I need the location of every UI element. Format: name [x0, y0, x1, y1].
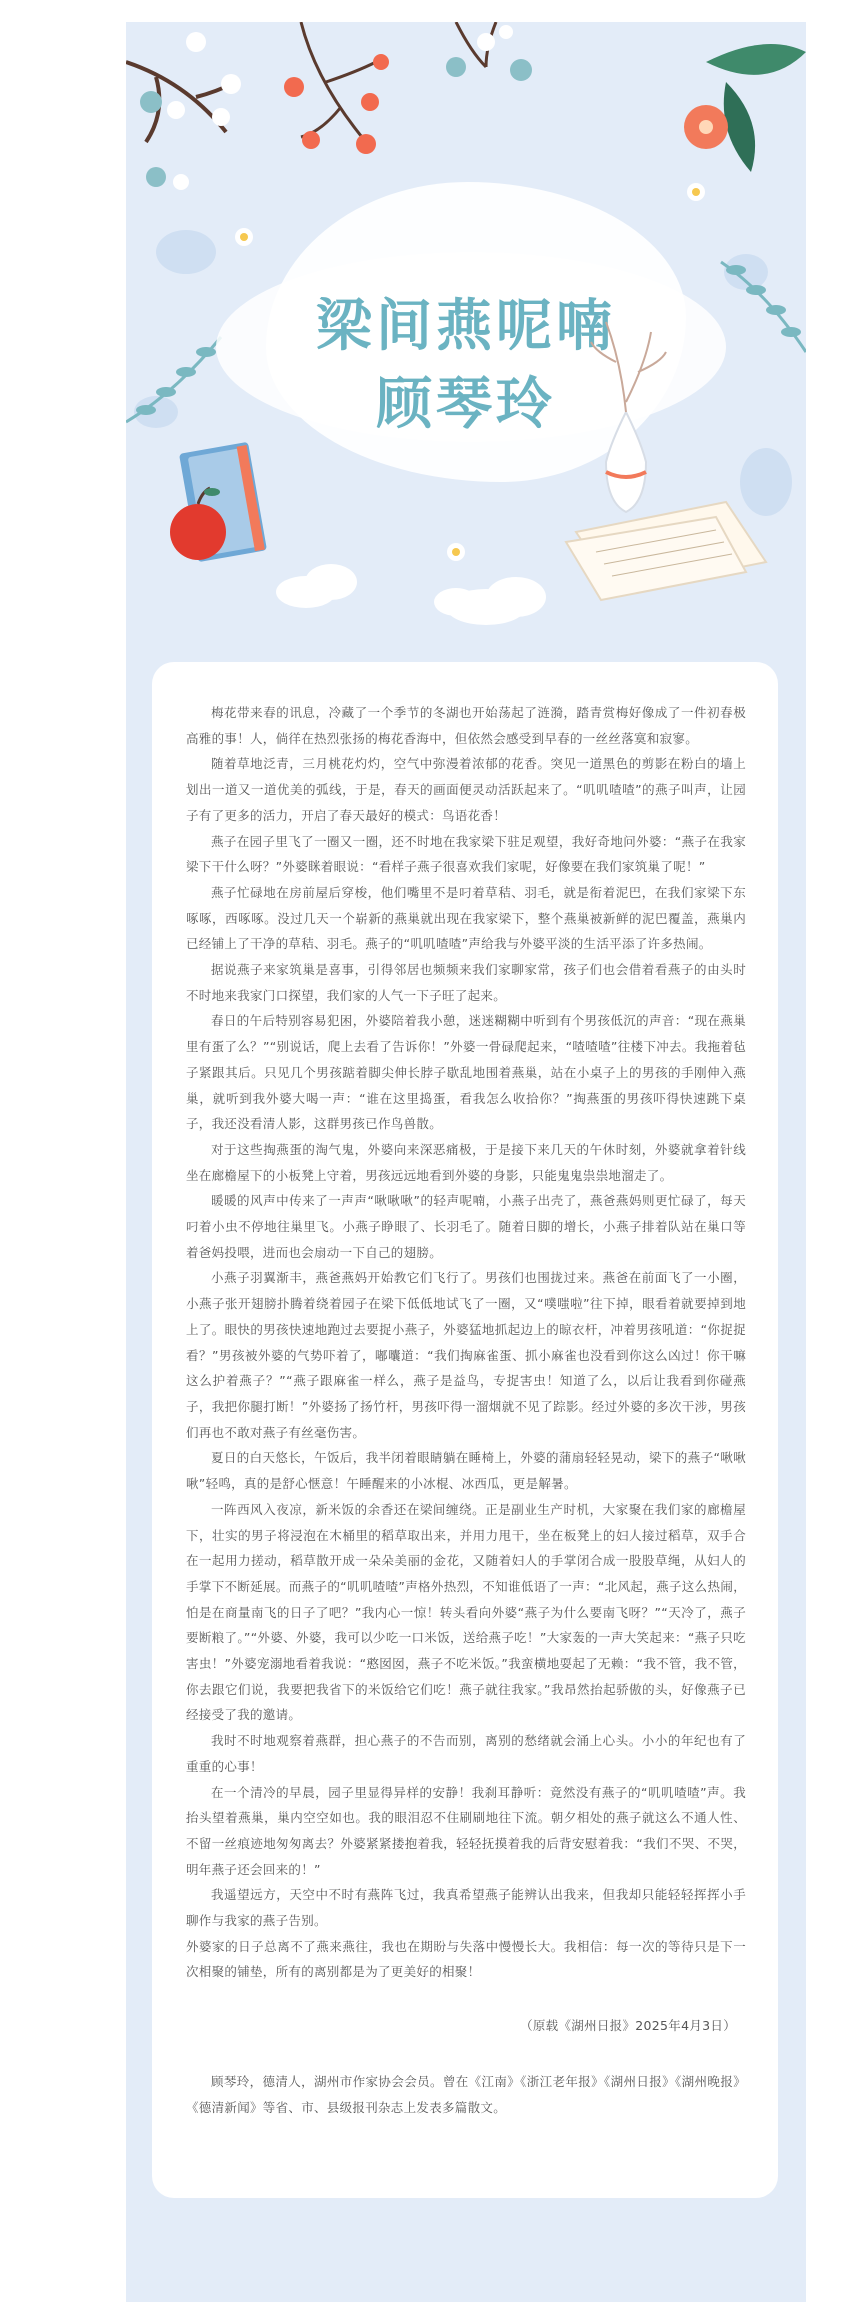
article-title: 梁间燕呢喃: [316, 293, 616, 359]
paragraph: 对于这些掏燕蛋的淘气鬼，外婆向来深恶痛极，于是接下来几天的午休时刻，外婆就拿着针线坐在廊檐屋下的小板凳上守着，男孩远远地看到外婆的身影，只能鬼鬼祟祟地溜走了。: [186, 1141, 746, 1183]
paragraph: 在一个清冷的早晨，园子里显得异样的安静！我刹耳静听：竟然没有燕子的“叽叽喳喳”声。我抬头望着燕巢，巢内空空如也。我的眼泪忍不住刷刷地往下流。朝夕相处的燕子就这么不通人性、不留一丝痕迹地匆匆离去？外婆紧紧搂抱着我，轻轻抚摸着我的后背安慰着我：“我们不哭、不哭，明年燕子还会回来的！”: [186, 1784, 746, 1877]
papers-icon: [566, 502, 766, 600]
paragraph: 小燕子羽翼渐丰，燕爸燕妈开始教它们飞行了。男孩们也围拢过来。燕爸在前面飞了一小圈，小燕子张开翅膀扑腾着绕着园子在梁下低低地试飞了一圈，又“噗嗤啦”往下掉，眼看着就要掉到地上了。眼快的男孩快速地跑过去要捉小燕子，外婆猛地抓起边上的晾衣杆，冲着男孩吼道：“你捉捉看？”男孩被外婆的气势吓着了，嘟囔道：“我们掏麻雀蛋、抓小麻雀也没看到你这么凶过！你干嘛这么护着燕子？”“燕子跟麻雀一样么，燕子是益鸟，专捉害虫！知道了么，以后让我看到你碰燕子，我把你腿打断！”外婆扬了扬竹杆，男孩吓得一溜烟就不见了踪影。经过外婆的多次干涉，男孩们再也不敢对燕子有丝毫伤害。: [186, 1270, 746, 1440]
paragraph: 我时不时地观察着燕群，担心燕子的不告而别，离别的愁绪就会涌上心头。小小的年纪也有了重重的心事！: [186, 1733, 746, 1774]
paragraph: 春日的午后特别容易犯困，外婆陪着我小憩，迷迷糊糊中听到有个男孩低沉的声音：“现在燕巢里有蛋了么？”“别说话，爬上去看了告诉你！”外婆一骨碌爬起来，“喳喳喳”往楼下冲去。我拖着毡子紧跟其后。只见几个男孩踮着脚尖伸长脖子歇乱地围着燕巢，站在小桌子上的男孩的手刚伸入燕巢，就听到我外婆大喝一声：“谁在这里捣蛋，看我怎么收拾你？”掏燕蛋的男孩吓得快速跳下桌子，我还没看清人影，这群男孩已作鸟兽散。: [186, 1013, 746, 1132]
paragraph: 燕子在园子里飞了一圈又一圈，还不时地在我家梁下驻足观望，我好奇地问外婆：“燕子在我家梁下干什么呀？”外婆眯着眼说：“看样子燕子很喜欢我们家呢，好像要在我们家筑巢了呢！”: [186, 833, 746, 875]
paragraph: 一阵西风入夜凉，新米饭的余香还在梁间缠绕。正是副业生产时机，大家聚在我们家的廊檐屋下，壮实的男子将浸泡在木桶里的稻草取出来，并用力甩干，坐在板凳上的妇人接过稻草，双手合在一起用力搓动，稻草散开成一朵朵美丽的金花，又随着妇人的手掌闭合成一股股草绳，从妇人的手掌下不断延展。而燕子的“叽叽喳喳”声格外热烈，不知谁低语了一声：“北风起，燕子这么热闹，怕是在商量南飞的日子了吧？”我内心一惊！转头看向外婆“燕子为什么要南飞呀？”“天冷了，燕子要断粮了。”“外婆、外婆，我可以少吃一口米饭，送给燕子吃！”大家轰的一声大笑起来：“燕子只吃害虫！”外婆宠溺地看着我说：“憨囡囡，燕子不吃米饭。”我蛮横地耍起了无赖：“我不管，我不管，你去跟它们说，我要把我省下的米饭给它们吃！燕子就往我家。”我昂然抬起骄傲的头，好像燕子已经接受了我的邀请。: [186, 1501, 746, 1723]
foreground-illustration: [126, 22, 806, 662]
author-bio: 顾琴玲，德清人，湖州市作家协会会员。曾在《江南》《浙江老年报》《湖州日报》《湖州晚报》《德清新闻》等省、市、县级报刊杂志上发表多篇散文。: [186, 2073, 746, 2115]
header-illustration: [126, 22, 806, 662]
vase-icon: [591, 322, 666, 512]
paragraph: 夏日的白天悠长，午饭后，我半闭着眼睛躺在睡椅上，外婆的蒲扇轻轻晃动，梁下的燕子“啾啾啾”轻鸣，真的是舒心惬意！午睡醒来的小冰棍、冰西瓜，更是解暑。: [186, 1450, 746, 1492]
article-page: [126, 22, 806, 2302]
paragraph: 我遥望远方，天空中不时有燕阵飞过，我真希望燕子能辨认出我来，但我却只能轻轻挥挥小手聊作与我家的燕子告别。: [186, 1887, 746, 1929]
source-note: （原载《湖州日报》2025年4月3日）: [520, 2018, 736, 2034]
paragraph: 燕子忙碌地在房前屋后穿梭，他们嘴里不是叼着草秸、羽毛，就是衔着泥巴，在我们家梁下东啄啄，西啄啄。没过几天一个崭新的燕巢就出现在我家梁下，整个燕巢被新鲜的泥巴覆盖，燕巢内已经铺上了干净的草秸、羽毛。燕子的“叽叽喳喳”声给我与外婆平淡的生活平添了许多热闹。: [186, 884, 746, 952]
article-body: [186, 700, 746, 2120]
paragraph: 暖暖的风声中传来了一声声“啾啾啾”的轻声呢喃，小燕子出壳了，燕爸燕妈则更忙碌了，每天叼着小虫不停地往巢里飞。小燕子睁眼了、长羽毛了。随着日脚的增长，小燕子排着队站在巢口等着爸妈投喂，进而也会扇动一下自己的翅膀。: [186, 1193, 746, 1260]
cloud-icon: [276, 564, 546, 625]
final-paragraph: 外婆家的日子总离不了燕来燕往，我也在期盼与失落中慢慢长大。我相信：每一次的等待只是下一次相聚的铺垫，所有的离别都是为了更美好的相聚！: [186, 1938, 746, 1980]
paragraph: 据说燕子来家筑巢是喜事，引得邻居也频频来我们家聊家常，孩子们也会借着看燕子的由头时不时地来我家门口探望，我们家的人气一下子旺了起来。: [186, 962, 746, 1003]
paragraph: 随着草地泛青，三月桃花灼灼，空气中弥漫着浓郁的花香。突见一道黑色的剪影在粉白的墙上划出一道又一道优美的弧线，于是，春天的画面便灵动活跃起来了。“叽叽喳喳”的燕子叫声，让园子有了更多的活力，开启了春天最好的模式：鸟语花香！: [186, 756, 746, 823]
author-name: 顾琴玲: [376, 371, 556, 437]
paragraph: 梅花带来春的讯息，冷藏了一个季节的冬湖也开始荡起了涟漪，踏青赏梅好像成了一件初春极高雅的事！人，倘徉在热烈张扬的梅花香海中，但依然会感受到早春的一丝丝落寞和寂寥。: [186, 705, 746, 746]
article-card: [152, 662, 778, 2198]
